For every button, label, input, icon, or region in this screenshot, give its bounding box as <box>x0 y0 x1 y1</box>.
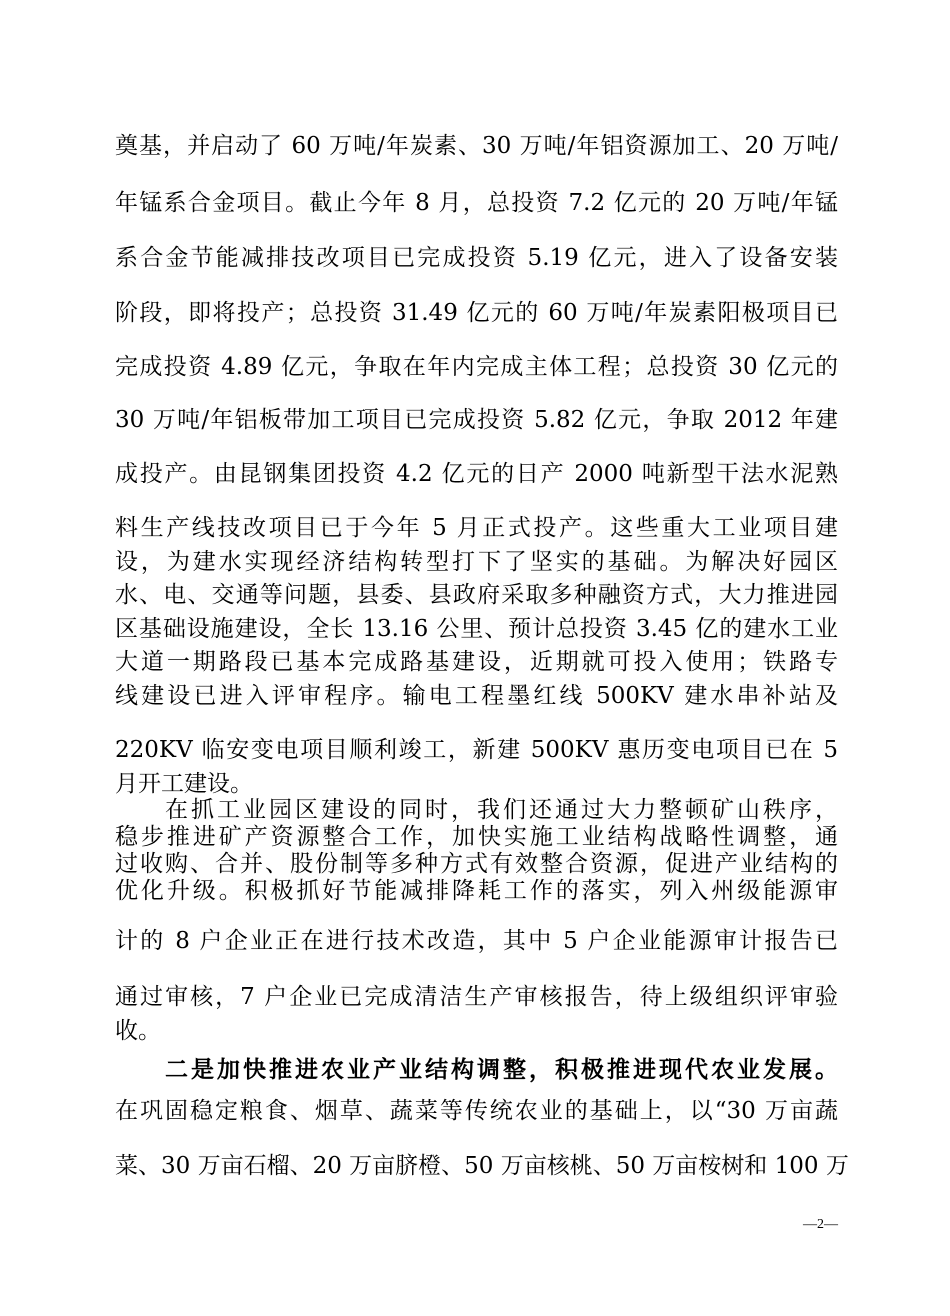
text-line: 线建设已进入评审程序。输电工程墨红线 500KV 建水串补站及 <box>115 683 838 709</box>
text-line: 通过审核，7 户企业已完成清洁生产审核报告，待上级组织评审验 <box>115 984 838 1010</box>
text-line: 水、电、交通等问题，县委、县政府采取多种融资方式，大力推进园 <box>115 582 838 608</box>
text-line: 月开工建设。 <box>115 771 253 797</box>
text-line: 在抓工业园区建设的同时，我们还通过大力整顿矿山秩序， <box>165 797 838 823</box>
text-line: 菜、30 万亩石榴、20 万亩脐橙、50 万亩核桃、50 万亩桉树和 100 万 <box>115 1153 849 1179</box>
text-line: 计的 8 户企业正在进行技术改造，其中 5 户企业能源审计报告已 <box>115 928 838 954</box>
text-line: 料生产线技改项目已于今年 5 月正式投产。这些重大工业项目建 <box>115 515 838 541</box>
text-line: 稳步推进矿产资源整合工作，加快实施工业结构战略性调整，通 <box>115 824 838 850</box>
text-line: 奠基，并启动了 60 万吨/年炭素、30 万吨/年铝资源加工、20 万吨/ <box>115 133 838 159</box>
text-line: 完成投资 4.89 亿元，争取在年内完成主体工程；总投资 30 亿元的 <box>115 354 838 380</box>
text-line: 成投产。由昆钢集团投资 4.2 亿元的日产 2000 吨新型干法水泥熟 <box>115 461 838 487</box>
text-line: 系合金节能减排技改项目已完成投资 5.19 亿元，进入了设备安装 <box>115 245 838 271</box>
text-line: 年锰系合金项目。截止今年 8 月，总投资 7.2 亿元的 20 万吨/年锰 <box>115 190 838 216</box>
page-number: —2— <box>803 1217 838 1232</box>
text-line: 优化升级。积极抓好节能减排降耗工作的落实，列入州级能源审 <box>115 878 838 904</box>
text-line: 收。 <box>115 1018 161 1044</box>
text-line: 阶段，即将投产；总投资 31.49 亿元的 60 万吨/年炭素阳极项目已 <box>115 300 838 326</box>
text-line: 30 万吨/年铝板带加工项目已完成投资 5.82 亿元，争取 2012 年建 <box>115 407 838 433</box>
section-heading: 二是加快推进农业产业结构调整，积极推进现代农业发展。 <box>165 1056 838 1083</box>
text-line: 在巩固稳定粮食、烟草、蔬菜等传统农业的基础上，以“30 万亩蔬 <box>115 1098 838 1124</box>
text-line: 过收购、合并、股份制等多种方式有效整合资源，促进产业结构的 <box>115 851 838 877</box>
text-line: 大道一期路段已基本完成路基建设，近期就可投入使用；铁路专 <box>115 649 838 675</box>
text-line: 区基础设施建设，全长 13.16 公里、预计总投资 3.45 亿的建水工业 <box>115 616 838 642</box>
text-line: 220KV 临安变电项目顺利竣工，新建 500KV 惠历变电项目已在 5 <box>115 737 838 763</box>
text-line: 设，为建水实现经济结构转型打下了坚实的基础。为解决好园区 <box>115 549 838 575</box>
